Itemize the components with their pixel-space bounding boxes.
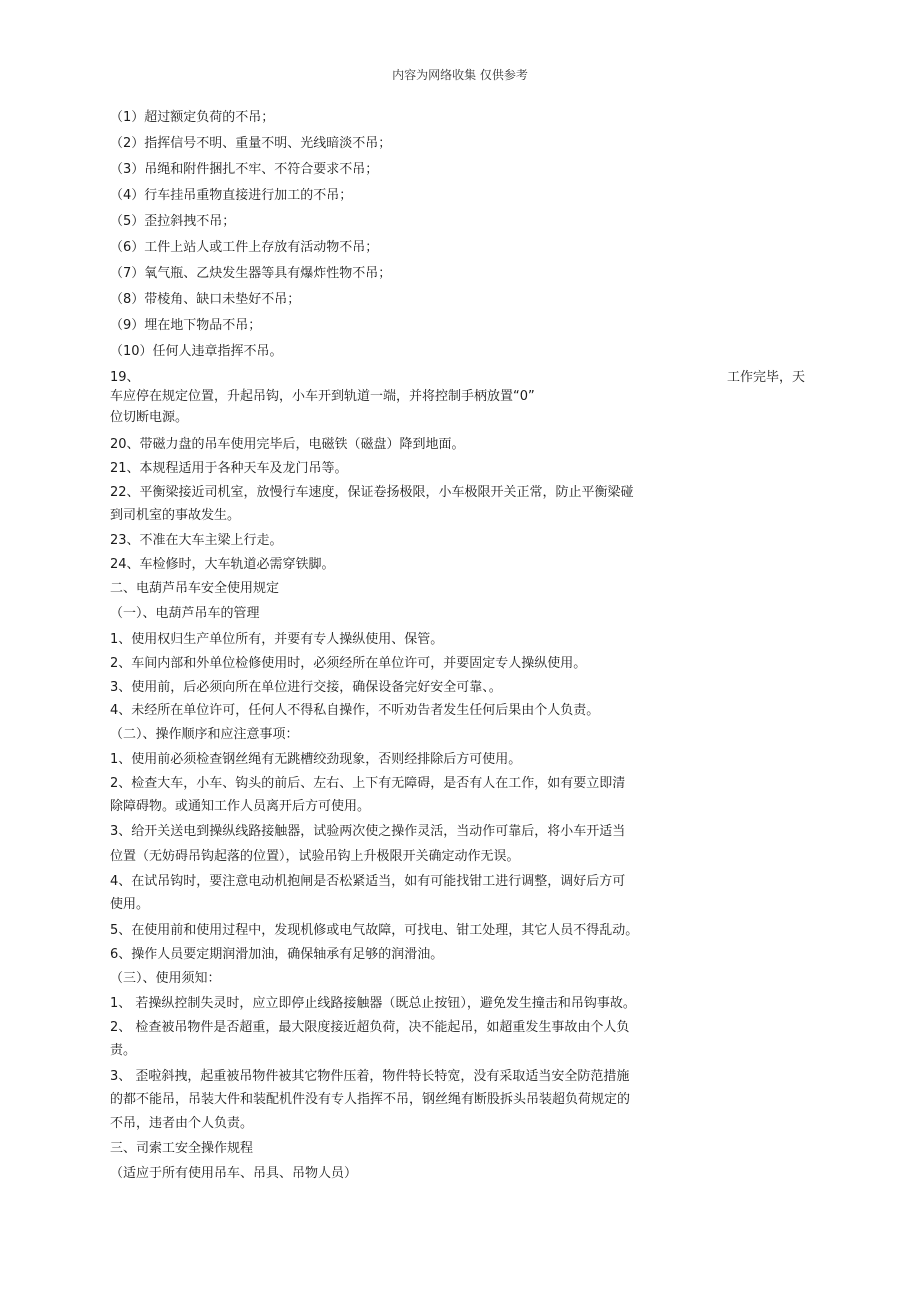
text-line: 22、平衡梁接近司机室，放慢行车速度，保证卷扬极限，小车极限开关正常，防止平衡梁碰 xyxy=(110,485,634,500)
text-line: 位切断电源。 xyxy=(110,410,189,425)
text-line: 6、操作人员要定期润滑加油，确保轴承有足够的润滑油。 xyxy=(110,947,444,962)
subsection-heading: （一）、电葫芦吊车的管理 xyxy=(110,606,260,621)
text-line: 2、检查大车，小车、钩头的前后、左右、上下有无障碍，是否有人在工作，如有要立即清 xyxy=(110,776,626,791)
text-line: （8）带棱角、缺口未垫好不吊； xyxy=(110,292,301,307)
text-line: 20、带磁力盘的吊车使用完毕后，电磁铁（磁盘）降到地面。 xyxy=(110,437,465,452)
text-line: 责。 xyxy=(110,1043,137,1058)
text-line: 3、使用前，后必须向所在单位进行交接，确保设备完好安全可靠、。 xyxy=(110,680,502,695)
text-line: 4、未经所在单位许可，任何人不得私自操作，不听劝告者发生任何后果由个人负责。 xyxy=(110,703,600,718)
text-line: 1、 若操纵控制失灵时，应立即停止线路接触器（既总止按钮），避免发生撞击和吊钩事故。 xyxy=(110,996,636,1011)
text-line: 21、本规程适用于各种天车及龙门吊等。 xyxy=(110,461,348,476)
text-line: 5、在使用前和使用过程中，发现机修或电气故障，可找电、钳工处理，其它人员不得乱动。 xyxy=(110,923,639,938)
text-line: 不吊，违者由个人负责。 xyxy=(110,1116,254,1131)
text-line: 23、不准在大车主梁上行走。 xyxy=(110,533,283,548)
text-line: （3）吊绳和附件捆扎不牢、不符合要求不吊； xyxy=(110,162,379,177)
page-header: 内容为网络收集 仅供参考 xyxy=(392,68,528,82)
text-line: 的都不能吊，吊装大件和装配机件没有专人指挥不吊，钢丝绳有断股拆头吊装超负荷规定的 xyxy=(110,1092,631,1107)
text-line: （10）任何人违章指挥不吊。 xyxy=(110,344,283,359)
text-line: 车应停在规定位置，升起吊钩，小车开到轨道一端，并将控制手柄放置“0” xyxy=(110,389,535,404)
text-line: 使用。 xyxy=(110,897,150,912)
text-line: 24、车检修时，大车轨道必需穿铁脚。 xyxy=(110,557,335,572)
text-line: 2、 检查被吊物件是否超重，最大限度接近超负荷，决不能起吊，如超重发生事故由个人负 xyxy=(110,1020,630,1035)
text-line: 除障碍物。或通知工作人员离开后方可使用。 xyxy=(110,799,371,814)
text-line: 到司机室的事故发生。 xyxy=(110,508,241,523)
text-line: （4）行车挂吊重物直接进行加工的不吊； xyxy=(110,188,353,203)
text-line: 3、给开关送电到操纵线路接触器，试验两次使之操作灵活，当动作可靠后，将小车开适当 xyxy=(110,824,626,839)
section-heading: 三、司索工安全操作规程 xyxy=(110,1141,254,1156)
text-line: 2、车间内部和外单位检修使用时，必须经所在单位许可，并要固定专人操纵使用。 xyxy=(110,656,587,671)
subsection-heading: （二）、操作顺序和应注意事项： xyxy=(110,727,299,742)
text-line: （6）工件上站人或工件上存放有活动物不吊； xyxy=(110,240,379,255)
section-heading: 二、电葫芦吊车安全使用规定 xyxy=(110,581,280,596)
text-line-right-fragment: 工作完毕，天 xyxy=(727,370,806,385)
text-line: 19、 xyxy=(110,370,140,385)
text-line: （1）超过额定负荷的不吊； xyxy=(110,110,275,125)
text-line: 4、在试吊钩时，要注意电动机抱闸是否松紧适当，如有可能找钳工进行调整，调好后方可 xyxy=(110,874,626,889)
subsection-heading: （三）、使用须知： xyxy=(110,971,221,986)
text-line: 3、 歪啦斜拽，起重被吊物件被其它物件压着，物件特长特宽，没有采取适当安全防范措施 xyxy=(110,1069,630,1084)
text-line: （适应于所有使用吊车、吊具、吊物人员） xyxy=(110,1166,358,1181)
text-line: （2）指挥信号不明、重量不明、光线暗淡不吊； xyxy=(110,136,392,151)
text-line: （9）埋在地下物品不吊； xyxy=(110,318,262,333)
text-line: 1、使用权归生产单位所有，并要有专人操纵使用、保管。 xyxy=(110,632,444,647)
text-line: 1、使用前必须检查钢丝绳有无跳槽绞劲现象，否则经排除后方可使用。 xyxy=(110,752,522,767)
text-line: （5）歪拉斜拽不吊； xyxy=(110,214,236,229)
text-line: 位置（无妨碍吊钩起落的位置），试验吊钩上升极限开关确定动作无误。 xyxy=(110,849,520,864)
text-line: （7）氧气瓶、乙炔发生器等具有爆炸性物不吊； xyxy=(110,266,392,281)
